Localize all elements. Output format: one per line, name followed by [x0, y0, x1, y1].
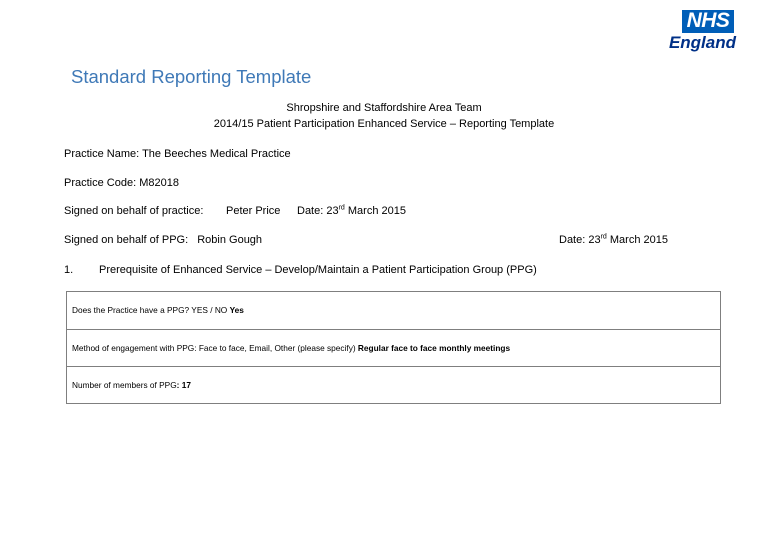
- practice-code-line: [64, 177, 179, 189]
- nhs-england-logo: [666, 10, 736, 52]
- members-answer: : 17: [176, 380, 191, 390]
- document-title: Standard Reporting Template: [71, 66, 312, 87]
- engagement-question: Method of engagement with PPG: Face to face, Email, Other (please specify): [72, 343, 358, 353]
- header-area-team: Shropshire and Staffordshire Area Team: [286, 102, 482, 114]
- practice-name-label: Practice Name:: [64, 148, 140, 160]
- header-template-title: 2014/15 Patient Participation Enhanced Service – Reporting Template: [213, 118, 555, 130]
- england-logo-text: England: [668, 33, 736, 52]
- ppg-question: Does the Practice have a PPG? YES / NO: [72, 305, 230, 315]
- section-heading: [64, 264, 537, 276]
- ppg-table: [66, 291, 721, 404]
- practice-name-line: [64, 148, 291, 160]
- section-title: Prerequisite of Enhanced Service – Develop/Maintain a Patient Participation Group (PPG): [99, 264, 537, 276]
- signed-ppg-date: Date: 23rd March 2015: [559, 233, 668, 246]
- signed-practice-label: Signed on behalf of practice:: [64, 205, 204, 217]
- table-row: [67, 329, 720, 366]
- signed-ppg-label: Signed on behalf of PPG:: [64, 234, 189, 246]
- signed-ppg-line: [64, 234, 262, 246]
- ppg-answer: Yes: [229, 305, 244, 315]
- members-question: Number of members of PPG: [72, 380, 177, 390]
- signed-practice-line: [64, 204, 406, 217]
- signed-ppg-name: Robin Gough: [197, 234, 263, 246]
- signed-practice-name: Peter Price: [226, 205, 281, 217]
- engagement-answer: Regular face to face monthly meetings: [357, 343, 511, 353]
- practice-code-label: Practice Code:: [64, 177, 137, 189]
- table-row: [67, 292, 720, 329]
- signed-practice-date: Date: 23rd March 2015: [297, 204, 406, 217]
- practice-code-value: M82018: [139, 177, 179, 189]
- nhs-logo-box: NHS: [682, 10, 734, 33]
- table-row: [67, 366, 720, 403]
- practice-name-value: The Beeches Medical Practice: [142, 148, 291, 160]
- section-number: 1.: [64, 264, 74, 276]
